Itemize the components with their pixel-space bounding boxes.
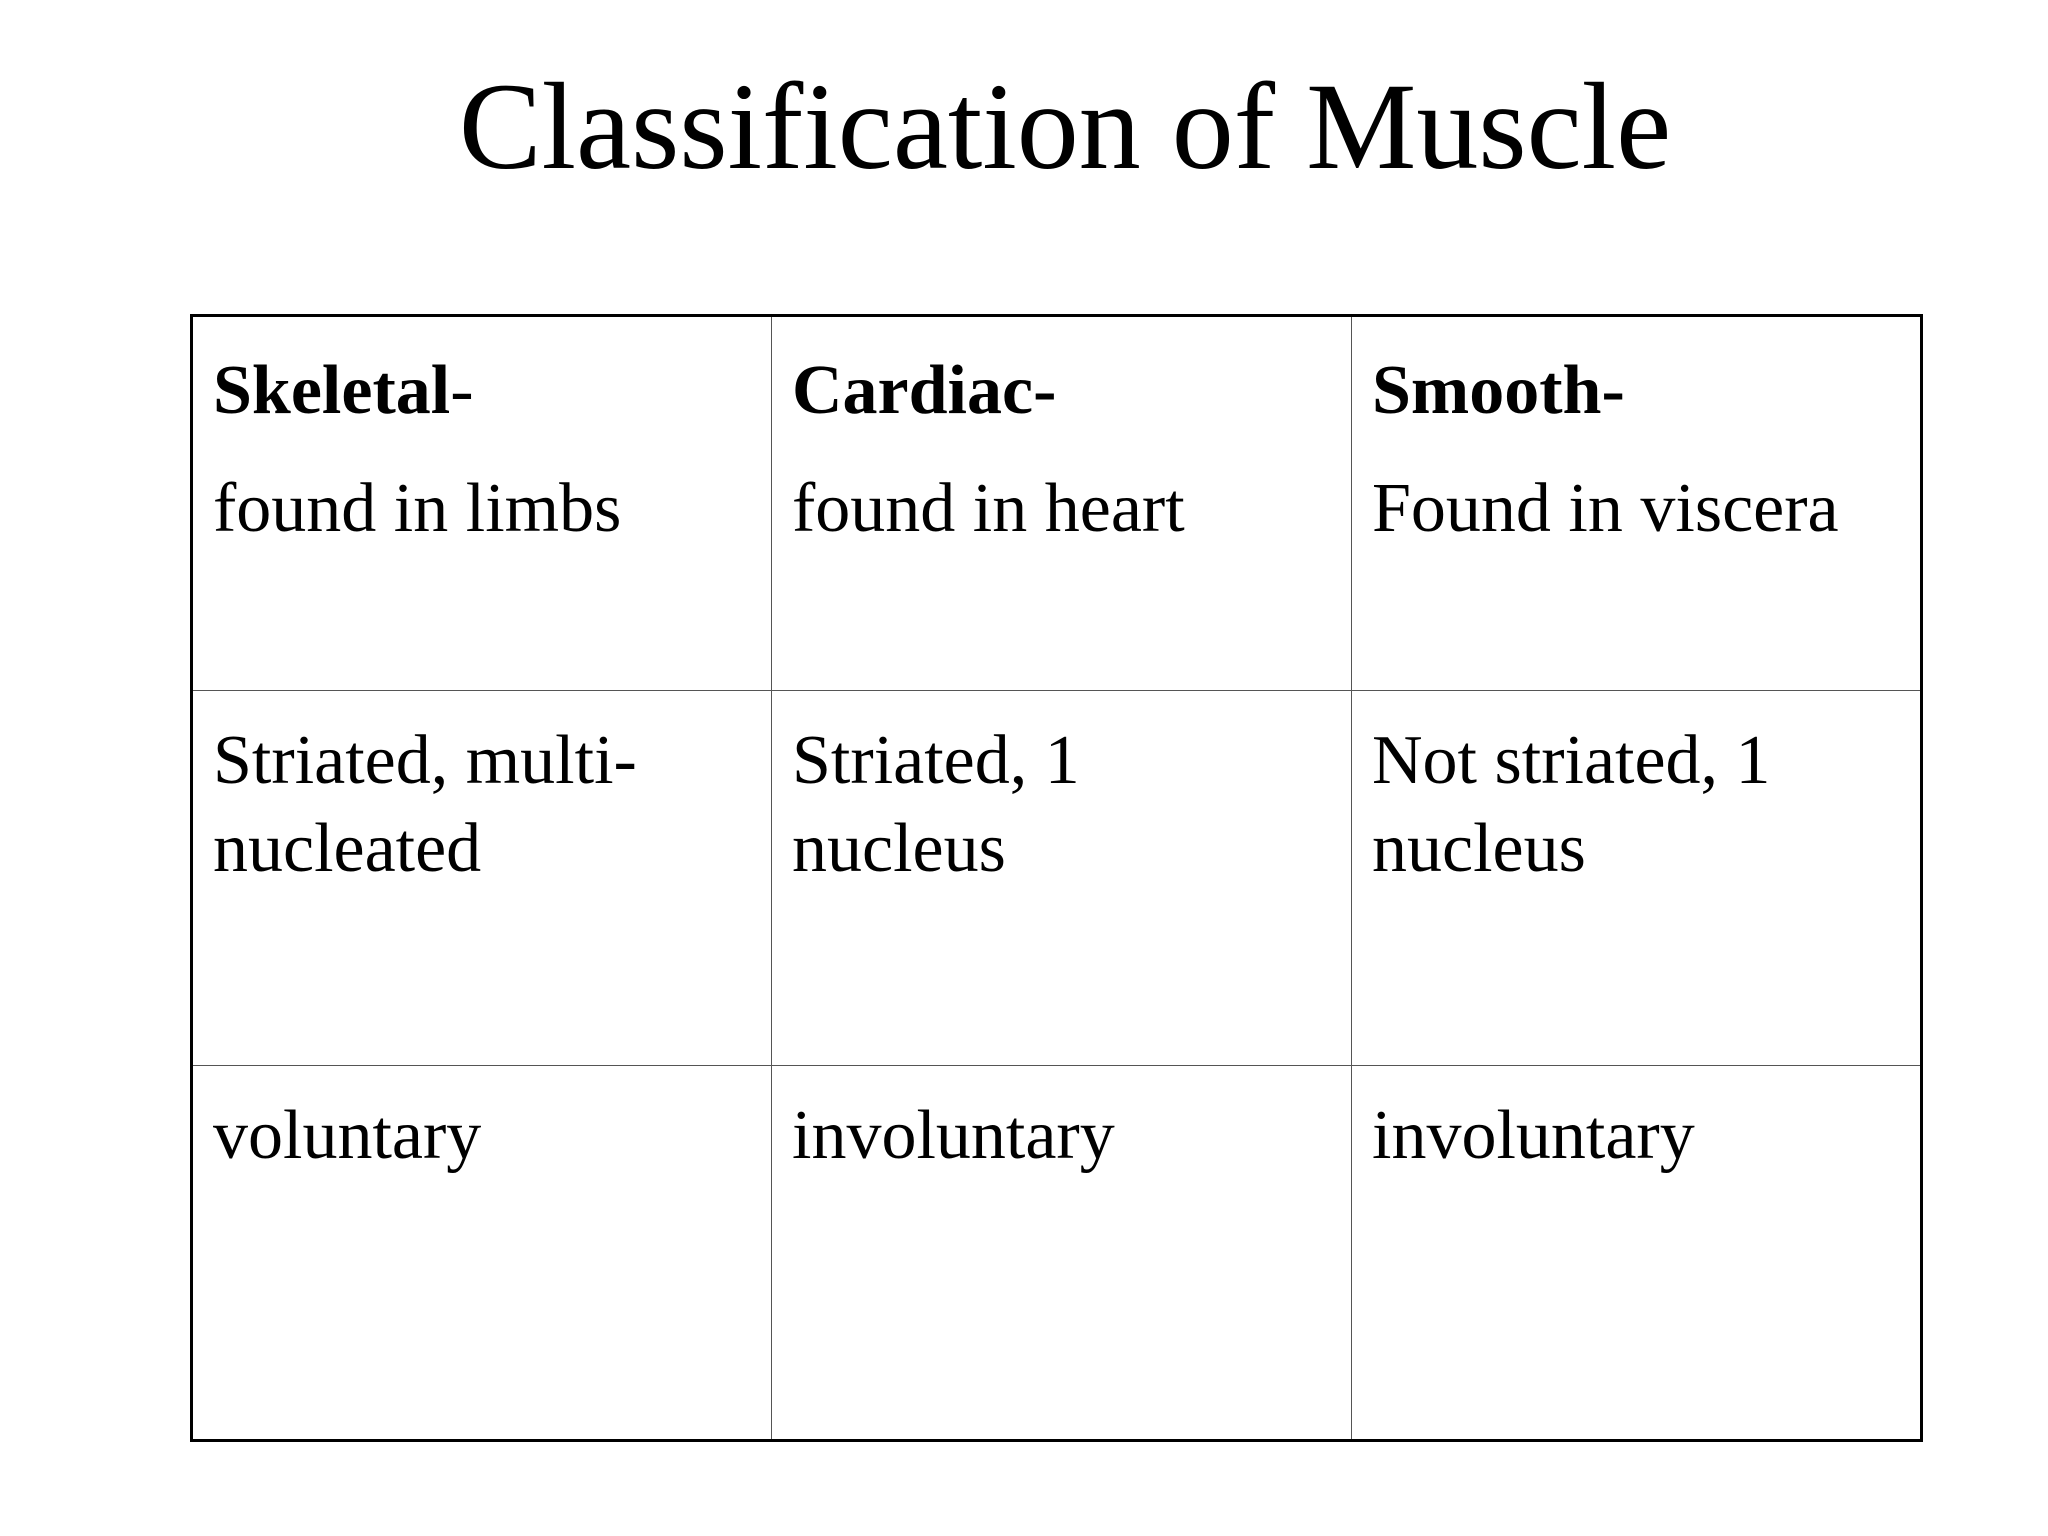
skeletal-control-text: voluntary xyxy=(213,1097,482,1174)
smooth-name: Smooth xyxy=(1372,352,1602,429)
cardiac-structure-line2: nucleus xyxy=(792,810,1006,887)
smooth-location: Found in viscera xyxy=(1372,470,1839,547)
skeletal-name: Skeletal xyxy=(213,352,451,429)
cell-smooth-structure xyxy=(1352,691,1922,1066)
smooth-structure-line2: nucleus xyxy=(1372,810,1586,887)
table-row-muscle-types xyxy=(192,316,1922,691)
skeletal-dash: - xyxy=(450,352,474,429)
cardiac-structure-line1: Striated, 1 xyxy=(792,722,1080,799)
smooth-structure-line1: Not striated, 1 xyxy=(1372,722,1771,799)
cardiac-dash: - xyxy=(1033,352,1057,429)
skeletal-location: found in limbs xyxy=(213,470,622,547)
cell-skeletal-control xyxy=(192,1066,772,1441)
cardiac-control-text: involuntary xyxy=(792,1097,1115,1174)
cell-smooth xyxy=(1352,316,1922,691)
table-row-control xyxy=(192,1066,1922,1441)
cell-cardiac-control xyxy=(772,1066,1352,1441)
skeletal-heading xyxy=(213,347,771,435)
cell-skeletal-structure xyxy=(192,691,772,1066)
table-row-structure xyxy=(192,691,1922,1066)
muscle-classification-table xyxy=(190,314,1923,1442)
cardiac-location: found in heart xyxy=(792,470,1185,547)
smooth-dash: - xyxy=(1601,352,1625,429)
skeletal-structure-line1: Striated, multi- xyxy=(213,722,637,799)
cell-cardiac xyxy=(772,316,1352,691)
cell-smooth-control xyxy=(1352,1066,1922,1441)
smooth-control-text: involuntary xyxy=(1372,1097,1695,1174)
cardiac-heading xyxy=(792,347,1351,435)
cardiac-name: Cardiac xyxy=(792,352,1034,429)
cell-cardiac-structure xyxy=(772,691,1352,1066)
cell-skeletal xyxy=(192,316,772,691)
smooth-heading xyxy=(1372,347,1920,435)
slide-title: Classification of Muscle xyxy=(458,58,1672,195)
skeletal-structure-line2: nucleated xyxy=(213,810,482,887)
